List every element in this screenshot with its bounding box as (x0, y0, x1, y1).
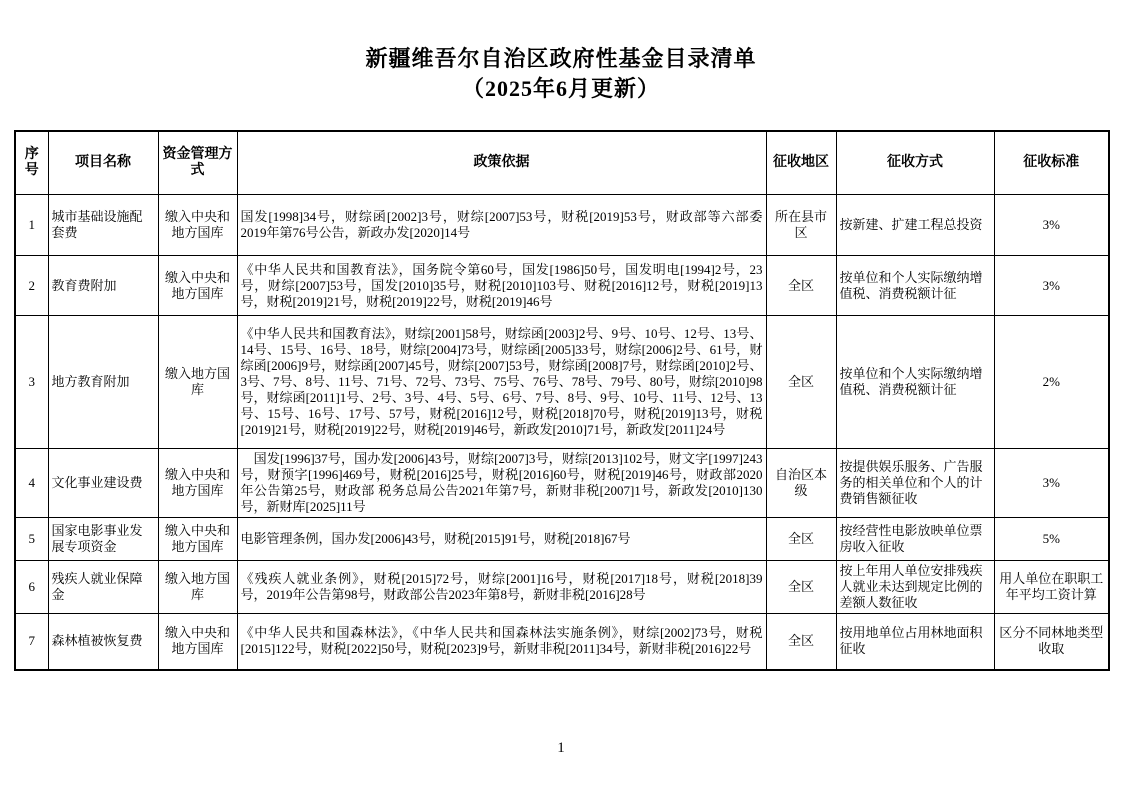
cell-policy-basis: 国发[1998]34号，财综函[2002]3号，财综[2007]53号，财税[2019]53号，财政部等六部委2019年第76号公告，新政办发[2020]14号 (237, 195, 766, 256)
cell-collection-standard: 3% (994, 256, 1109, 316)
cell-collection-area: 全区 (766, 518, 836, 561)
cell-collection-area: 全区 (766, 256, 836, 316)
cell-project-name: 国家电影事业发展专项资金 (48, 518, 158, 561)
funds-directory-table (14, 130, 1110, 671)
cell-project-name: 地方教育附加 (48, 316, 158, 449)
cell-policy-basis: 《中华人民共和国森林法》，《中华人民共和国森林法实施条例》，财综[2002]73号，财税[2015]122号，财税[2022]50号，财税[2023]9号，新财非税[2011]34号，新财非税[2016]22号 (237, 614, 766, 670)
col-header-collection-method: 征收方式 (836, 131, 994, 195)
cell-project-name: 城市基础设施配套费 (48, 195, 158, 256)
table-row (15, 195, 1109, 256)
cell-collection-method: 按提供娱乐服务、广告服务的相关单位和个人的计费销售额征收 (836, 449, 994, 518)
cell-collection-method: 按用地单位占用林地面积征收 (836, 614, 994, 670)
cell-collection-standard: 5% (994, 518, 1109, 561)
cell-serial: 7 (15, 614, 48, 670)
cell-fund-management: 缴入中央和地方国库 (158, 256, 237, 316)
cell-project-name: 文化事业建设费 (48, 449, 158, 518)
cell-collection-standard: 3% (994, 195, 1109, 256)
cell-serial: 5 (15, 518, 48, 561)
document-title (0, 0, 1122, 104)
cell-collection-method: 按上年用人单位安排残疾人就业未达到规定比例的差额人数征收 (836, 561, 994, 614)
table-row (15, 316, 1109, 449)
cell-serial: 1 (15, 195, 48, 256)
cell-collection-area: 全区 (766, 561, 836, 614)
cell-serial: 6 (15, 561, 48, 614)
table-row (15, 449, 1109, 518)
col-header-collection-area: 征收地区 (766, 131, 836, 195)
cell-collection-area: 全区 (766, 614, 836, 670)
cell-policy-basis: 《残疾人就业条例》，财税[2015]72号，财综[2001]16号，财税[2017]18号，财税[2018]39号，2019年公告第98号，财政部公告2023年第8号，新财非税[2016]28号 (237, 561, 766, 614)
cell-collection-area: 自治区本级 (766, 449, 836, 518)
cell-collection-area: 全区 (766, 316, 836, 449)
col-header-fund-management: 资金管理方式 (158, 131, 237, 195)
col-header-policy-basis: 政策依据 (237, 131, 766, 195)
cell-collection-area: 所在县市区 (766, 195, 836, 256)
cell-serial: 4 (15, 449, 48, 518)
title-line-2: （2025年6月更新） (461, 76, 660, 101)
cell-serial: 3 (15, 316, 48, 449)
cell-fund-management: 缴入中央和地方国库 (158, 518, 237, 561)
cell-fund-management: 缴入中央和地方国库 (158, 614, 237, 670)
cell-policy-basis: 《中华人民共和国教育法》，国务院令第60号，国发[1986]50号，国发明电[1994]2号，23号，财综[2007]53号，国发[2010]35号，财税[2010]103号、财税[2016]12号，财税[2019]13号，财税[2019]21号，财税[2019]22号，财税[2019]46号 (237, 256, 766, 316)
cell-collection-method: 按单位和个人实际缴纳增值税、消费税额计征 (836, 316, 994, 449)
title-line-1: 新疆维吾尔自治区政府性基金目录清单 (365, 46, 757, 71)
cell-fund-management: 缴入地方国库 (158, 561, 237, 614)
cell-collection-method: 按经营性电影放映单位票房收入征收 (836, 518, 994, 561)
cell-project-name: 教育费附加 (48, 256, 158, 316)
cell-collection-standard: 用人单位在职职工年平均工资计算 (994, 561, 1109, 614)
cell-collection-standard: 3% (994, 449, 1109, 518)
cell-fund-management: 缴入中央和地方国库 (158, 449, 237, 518)
cell-collection-standard: 2% (994, 316, 1109, 449)
cell-policy-basis: 《中华人民共和国教育法》，财综[2001]58号，财综函[2003]2号、9号、10号、12号、13号、14号、15号、16号、18号，财综[2004]73号，财综函[2005]33号，财综[2006]2号、61号，财综函[2006]9号，财综函[2007]45号，财综[2007]53号，财综函[2008]7号，财综函[2010]2号、3号、7号、8号、11号、71号、72号、73号、75号、76号、78号、79号、80号，财综[2010]98号，财综函[2011]1号、2号、3号、4号、5号、6号、7号、8号、9号、10号、11号、12号、13号、15号、16号、17号、57号，财税[2016]12号，财税[2018]70号，财税[2019]13号，财税[2019]21号，财税[2019]22号，财税[2019]46号，新政发[2010]71号，新政发[2011]24号 (237, 316, 766, 449)
page-number: 1 (557, 740, 565, 756)
cell-fund-management: 缴入中央和地方国库 (158, 195, 237, 256)
cell-serial: 2 (15, 256, 48, 316)
cell-fund-management: 缴入地方国库 (158, 316, 237, 449)
col-header-collection-standard: 征收标准 (994, 131, 1109, 195)
cell-collection-method: 按单位和个人实际缴纳增值税、消费税额计征 (836, 256, 994, 316)
cell-project-name: 森林植被恢复费 (48, 614, 158, 670)
cell-collection-standard: 区分不同林地类型收取 (994, 614, 1109, 670)
table-row (15, 256, 1109, 316)
table-row (15, 614, 1109, 670)
cell-policy-basis: 电影管理条例，国办发[2006]43号，财税[2015]91号，财税[2018]67号 (237, 518, 766, 561)
table-header-row (15, 131, 1109, 195)
cell-policy-basis: 国发[1996]37号，国办发[2006]43号，财综[2007]3号，财综[2013]102号，财文字[1997]243号，财预字[1996]469号，财税[2016]25号，财税[2016]60号，财税[2019]46号，财政部2020年公告第25号，财政部 税务总局公告2021年第7号，新财非税[2007]1号，新政发[2010]130号，新财库[2025]11号 (237, 449, 766, 518)
table-row (15, 518, 1109, 561)
table-row (15, 561, 1109, 614)
col-header-serial: 序号 (15, 131, 48, 195)
col-header-project-name: 项目名称 (48, 131, 158, 195)
cell-collection-method: 按新建、扩建工程总投资 (836, 195, 994, 256)
cell-project-name: 残疾人就业保障金 (48, 561, 158, 614)
